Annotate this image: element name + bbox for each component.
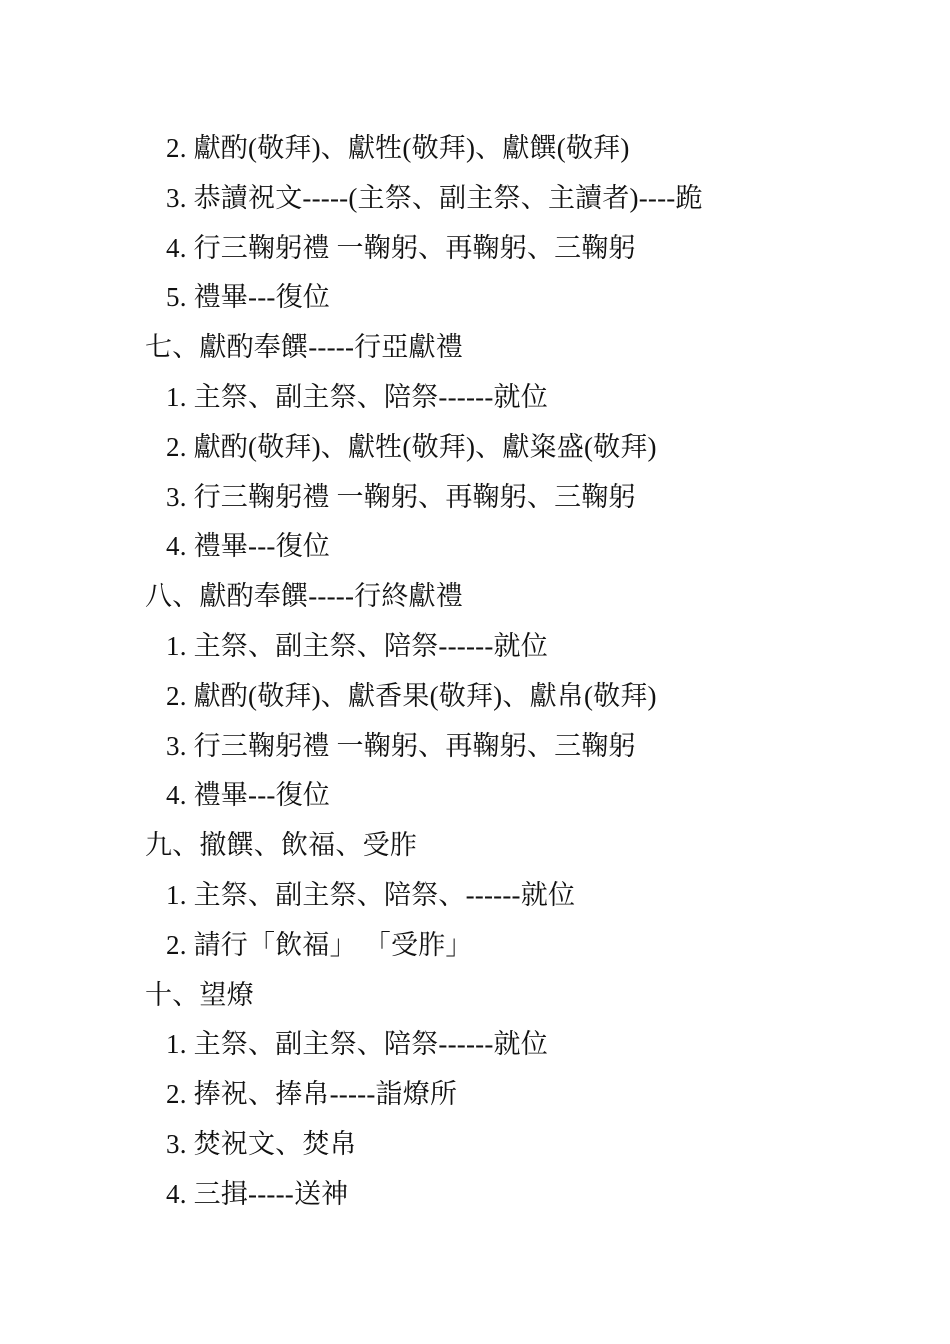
procedure-step: 4. 禮畢---復位: [166, 780, 330, 811]
section-heading-ten: 十、望燎: [145, 979, 254, 1010]
procedure-step: 4. 三揖-----送神: [166, 1178, 349, 1209]
section-heading-eight: 八、獻酌奉饌-----行終獻禮: [145, 581, 463, 612]
procedure-step: 1. 主祭、副主祭、陪祭、------就位: [166, 879, 576, 910]
procedure-step: 2. 獻酌(敬拜)、獻香果(敬拜)、獻帛(敬拜): [166, 680, 657, 711]
procedure-step: 3. 行三鞠躬禮 一鞠躬、再鞠躬、三鞠躬: [166, 481, 636, 512]
procedure-step: 2. 獻酌(敬拜)、獻牲(敬拜)、獻粢盛(敬拜): [166, 431, 657, 462]
procedure-step: 5. 禮畢---復位: [166, 282, 330, 313]
procedure-step: 1. 主祭、副主祭、陪祭------就位: [166, 630, 548, 661]
procedure-step: 4. 行三鞠躬禮 一鞠躬、再鞠躬、三鞠躬: [166, 232, 636, 263]
ceremony-procedure-list: [145, 124, 905, 1220]
procedure-step: 3. 焚祝文、焚帛: [166, 1128, 357, 1159]
procedure-step: 1. 主祭、副主祭、陪祭------就位: [166, 381, 548, 412]
procedure-step: 2. 請行「飲福」 「受胙」: [166, 929, 473, 960]
procedure-step: 2. 捧祝、捧帛-----詣燎所: [166, 1079, 458, 1110]
procedure-step: 1. 主祭、副主祭、陪祭------就位: [166, 1029, 548, 1060]
procedure-step: 3. 恭讀祝文-----(主祭、副主祭、主讀者)----跪: [166, 182, 703, 213]
procedure-step: 3. 行三鞠躬禮 一鞠躬、再鞠躬、三鞠躬: [166, 730, 636, 761]
section-heading-nine: 九、撤饌、飲福、受胙: [145, 830, 417, 861]
section-heading-seven: 七、獻酌奉饌-----行亞獻禮: [145, 332, 463, 363]
procedure-step: 2. 獻酌(敬拜)、獻牲(敬拜)、獻饌(敬拜): [166, 133, 630, 163]
procedure-step: 4. 禮畢---復位: [166, 531, 330, 562]
